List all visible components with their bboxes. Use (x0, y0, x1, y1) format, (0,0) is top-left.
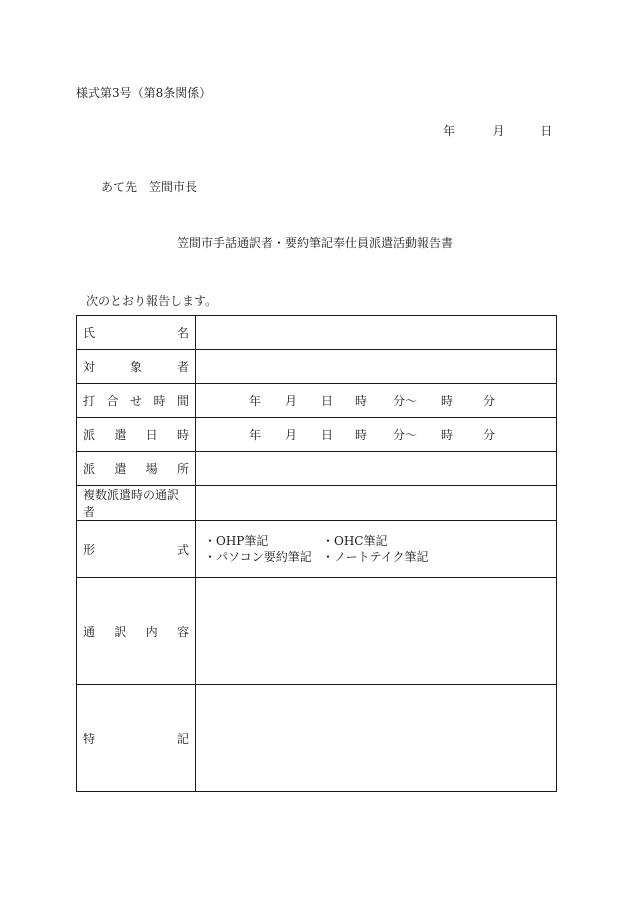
label-dispatch-place: 派 遣 場 所 (77, 452, 196, 486)
name-field[interactable] (196, 316, 557, 350)
form-number: 様式第3号（第8条関係） (76, 86, 212, 100)
date-month-label: 月 (492, 124, 505, 138)
option-ohc[interactable]: ・OHC筆記 (322, 534, 388, 548)
table-row (77, 578, 557, 685)
document-title: 笠間市手話通訳者・要約筆記奉仕員派遣活動報告書 (176, 236, 453, 250)
dispatch-place-field[interactable] (196, 452, 557, 486)
format-options (196, 521, 557, 578)
content-field[interactable] (196, 578, 557, 685)
label-notes: 特 記 (77, 685, 196, 792)
label-name: 氏 名 (77, 316, 196, 350)
label-target: 対 象 者 (77, 350, 196, 384)
meeting-time-field[interactable]: 年 月 日 時 分〜 時 分 (196, 384, 557, 418)
date-year-label: 年 (443, 124, 456, 138)
target-field[interactable] (196, 350, 557, 384)
option-notetake[interactable]: ・ノートテイク筆記 (322, 550, 429, 564)
label-dispatch-time: 派 遣 日 時 (77, 418, 196, 452)
option-ohp[interactable]: ・OHP筆記 (204, 534, 269, 548)
table-row (77, 350, 557, 384)
table-row (77, 486, 557, 521)
date-line (443, 122, 552, 139)
dispatch-time-field[interactable]: 年 月 日 時 分〜 時 分 (196, 418, 557, 452)
option-pc-summary[interactable]: ・パソコン要約筆記 (204, 550, 312, 564)
addressee: あて先 笠間市長 (101, 180, 198, 194)
label-content: 通 訳 内 容 (77, 578, 196, 685)
table-row (77, 418, 557, 452)
table-row (77, 521, 557, 578)
table-row (77, 316, 557, 350)
table-row (77, 685, 557, 792)
date-day-label: 日 (540, 124, 553, 138)
table-row (77, 452, 557, 486)
table-row (77, 384, 557, 418)
notes-field[interactable] (196, 685, 557, 792)
label-format: 形 式 (77, 521, 196, 578)
intro-text: 次のとおり報告します。 (86, 294, 218, 308)
report-form-table (76, 315, 557, 792)
multi-interpreter-field[interactable] (196, 486, 557, 521)
label-multi-interpreter: 複数派遣時の通訳者 (77, 486, 196, 521)
label-meeting-time: 打 合 せ 時 間 (77, 384, 196, 418)
